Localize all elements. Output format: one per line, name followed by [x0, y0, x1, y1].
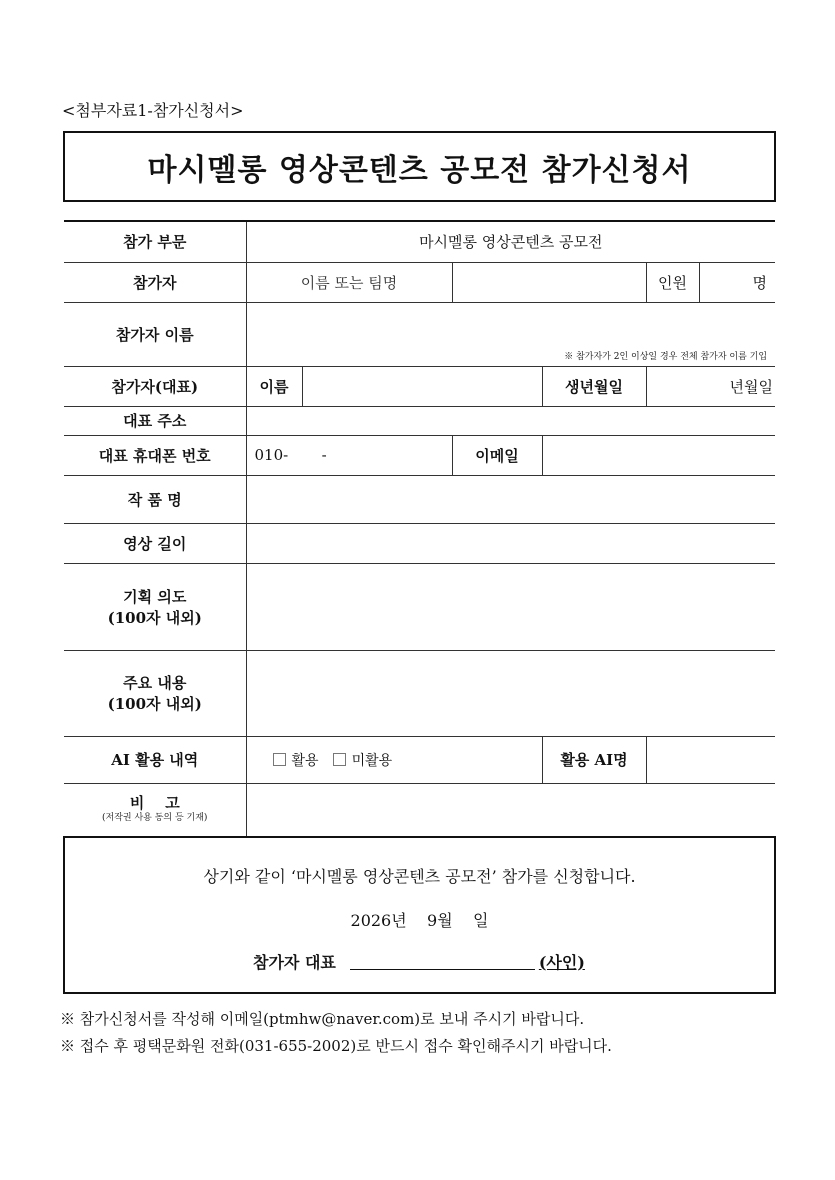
- intent-field[interactable]: [246, 563, 775, 650]
- attachment-label: <첨부자료1-참가신청서>: [62, 101, 244, 120]
- row-content: [64, 650, 775, 736]
- headcount-label: 인원: [646, 262, 699, 302]
- row-ai: [64, 736, 775, 783]
- signer-label: 참가자 대표: [253, 953, 336, 972]
- ai-option-unused[interactable]: [333, 753, 393, 769]
- ai-options: [246, 736, 542, 783]
- participant-name-field[interactable]: [452, 262, 646, 302]
- signature-line[interactable]: [350, 955, 535, 970]
- names-label: 참가자 이름: [64, 302, 246, 366]
- email-field[interactable]: [542, 435, 775, 475]
- signer-row: [253, 950, 585, 973]
- email-label: 이메일: [452, 435, 542, 475]
- content-label-title: 주요 내용: [123, 674, 187, 692]
- names-field[interactable]: [246, 302, 775, 366]
- names-note: ※ 참가자가 2인 이상일 경우 전체 참가자 이름 기입: [564, 351, 768, 362]
- row-remarks: [64, 783, 775, 836]
- confirmation-box: [63, 836, 776, 994]
- intent-label-title: 기획 의도: [123, 587, 187, 606]
- confirm-date: 2026년 9월 일: [350, 911, 489, 930]
- content-label: [64, 650, 246, 736]
- phone-label: 대표 휴대폰 번호: [64, 435, 246, 475]
- work-title-label: 작 품 명: [64, 475, 246, 523]
- intent-label-sub: (100자 내외): [107, 608, 202, 627]
- rep-name-label: 이름: [246, 366, 302, 406]
- rep-name-field[interactable]: [302, 366, 542, 406]
- row-intent: [64, 563, 775, 650]
- address-label: 대표 주소: [64, 406, 246, 435]
- ai-option-used-label: 활용: [291, 752, 319, 769]
- page-title: 마시멜롱 영상콘텐츠 공모전 참가신청서: [147, 152, 692, 188]
- content-field[interactable]: [246, 650, 775, 736]
- video-length-field[interactable]: [246, 523, 775, 563]
- ai-option-unused-label: 미활용: [351, 752, 393, 769]
- row-address: [64, 406, 775, 435]
- title-box: [63, 131, 776, 202]
- category-label: 참가 부문: [64, 221, 246, 262]
- confirm-statement: 상기와 같이 ‘마시멜롱 영상콘텐츠 공모전’ 참가를 신청합니다.: [203, 867, 636, 886]
- rep-label: 참가자(대표): [64, 366, 246, 406]
- ai-name-field[interactable]: [646, 736, 775, 783]
- phone-field[interactable]: 010- -: [246, 435, 452, 475]
- row-participant: [64, 262, 775, 302]
- birth-month-unit: 월: [744, 377, 759, 396]
- row-names: [64, 302, 775, 366]
- ai-label: AI 활용 내역: [64, 736, 246, 783]
- birth-day-unit: 일: [758, 377, 773, 396]
- row-phone: [64, 435, 775, 475]
- participant-placeholder[interactable]: 이름 또는 팀명: [246, 262, 452, 302]
- checkbox-used[interactable]: [273, 753, 286, 766]
- footer-note-phone: ※ 접수 후 평택문화원 전화(031-655-2002)로 반드시 접수 확인해주시기 바랍니다.: [60, 1037, 612, 1055]
- category-value: 마시멜롱 영상콘텐츠 공모전: [246, 221, 775, 262]
- headcount-field[interactable]: 명: [699, 262, 775, 302]
- ai-option-used[interactable]: [273, 753, 319, 769]
- intent-label: [64, 563, 246, 650]
- signature-mark: (사인): [538, 953, 585, 972]
- remarks-field[interactable]: [246, 783, 775, 836]
- row-video-length: [64, 523, 775, 563]
- remarks-label: 비 고: [129, 793, 180, 812]
- footer-note-email: ※ 참가신청서를 작성해 이메일(ptmhw@naver.com)로 보내 주시기 바랍니다.: [60, 1010, 585, 1028]
- participant-label: 참가자: [64, 262, 246, 302]
- content-label-sub: (100자 내외): [107, 695, 202, 713]
- application-form-table: [64, 220, 775, 837]
- birth-year-unit: 년: [729, 377, 744, 396]
- rep-birth-field[interactable]: [646, 366, 775, 406]
- remarks-sub: (저작권 사용 동의 등 기재): [102, 813, 208, 824]
- work-title-field[interactable]: [246, 475, 775, 523]
- row-representative: [64, 366, 775, 406]
- remarks-label-cell: [64, 783, 246, 836]
- video-length-label: 영상 길이: [64, 523, 246, 563]
- checkbox-unused[interactable]: [333, 753, 346, 766]
- rep-birth-label: 생년월일: [542, 366, 646, 406]
- ai-name-label: 활용 AI명: [542, 736, 646, 783]
- row-work-title: [64, 475, 775, 523]
- address-field[interactable]: [246, 406, 775, 435]
- row-category: [64, 221, 775, 262]
